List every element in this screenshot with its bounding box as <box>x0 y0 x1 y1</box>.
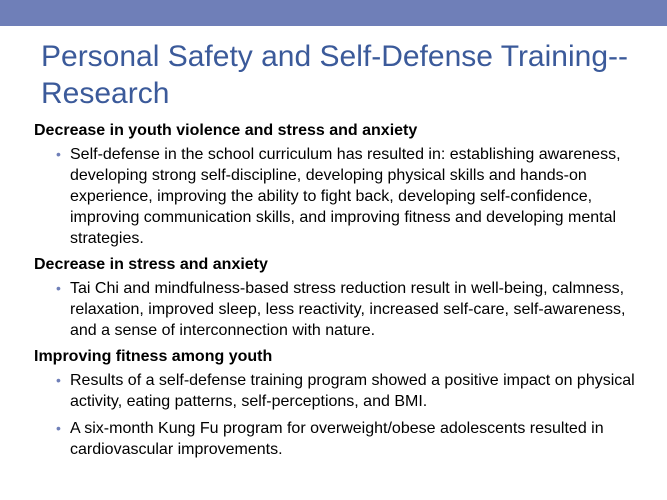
bullet-item <box>34 144 649 249</box>
bullet-icon: • <box>56 420 61 436</box>
slide-content <box>34 121 649 466</box>
bullet-text: A six-month Kung Fu program for overweight/obese adolescents resulted in cardiovascular improvements. <box>70 420 604 458</box>
bullet-text: Tai Chi and mindfulness-based stress reduction result in well-being, calmness, relaxation, improved sleep, less reactivity, increased self-care, self-awareness, and a sense of interconnection with nature. <box>70 280 626 339</box>
bullet-item <box>34 278 649 341</box>
section-fitness <box>34 347 649 460</box>
bullet-list <box>34 370 649 460</box>
bullet-item <box>34 418 649 460</box>
bullet-text: Results of a self-defense training program showed a positive impact on physical activity, eating patterns, self-perceptions, and BMI. <box>70 372 635 410</box>
bullet-list <box>34 144 649 249</box>
section-heading: Decrease in stress and anxiety <box>34 256 268 273</box>
bullet-icon: • <box>56 280 61 296</box>
section-youth-violence <box>34 121 649 249</box>
bullet-item <box>34 370 649 412</box>
top-accent-bar <box>0 0 667 26</box>
section-heading: Improving fitness among youth <box>34 348 273 365</box>
bullet-text: Self-defense in the school curriculum has resulted in: establishing awareness, developing strong self-discipline, developing physical skills and hands-on experience, improving the ability to fight back, developing self-confidence, improving communication skills, and improving fitness and developing mental strategies. <box>70 146 621 247</box>
section-heading: Decrease in youth violence and stress and anxiety <box>34 122 418 139</box>
section-stress-anxiety <box>34 255 649 341</box>
bullet-icon: • <box>56 372 61 388</box>
bullet-icon: • <box>56 146 61 162</box>
bullet-list <box>34 278 649 341</box>
slide-title: Personal Safety and Self-Defense Training--Research <box>41 40 628 110</box>
